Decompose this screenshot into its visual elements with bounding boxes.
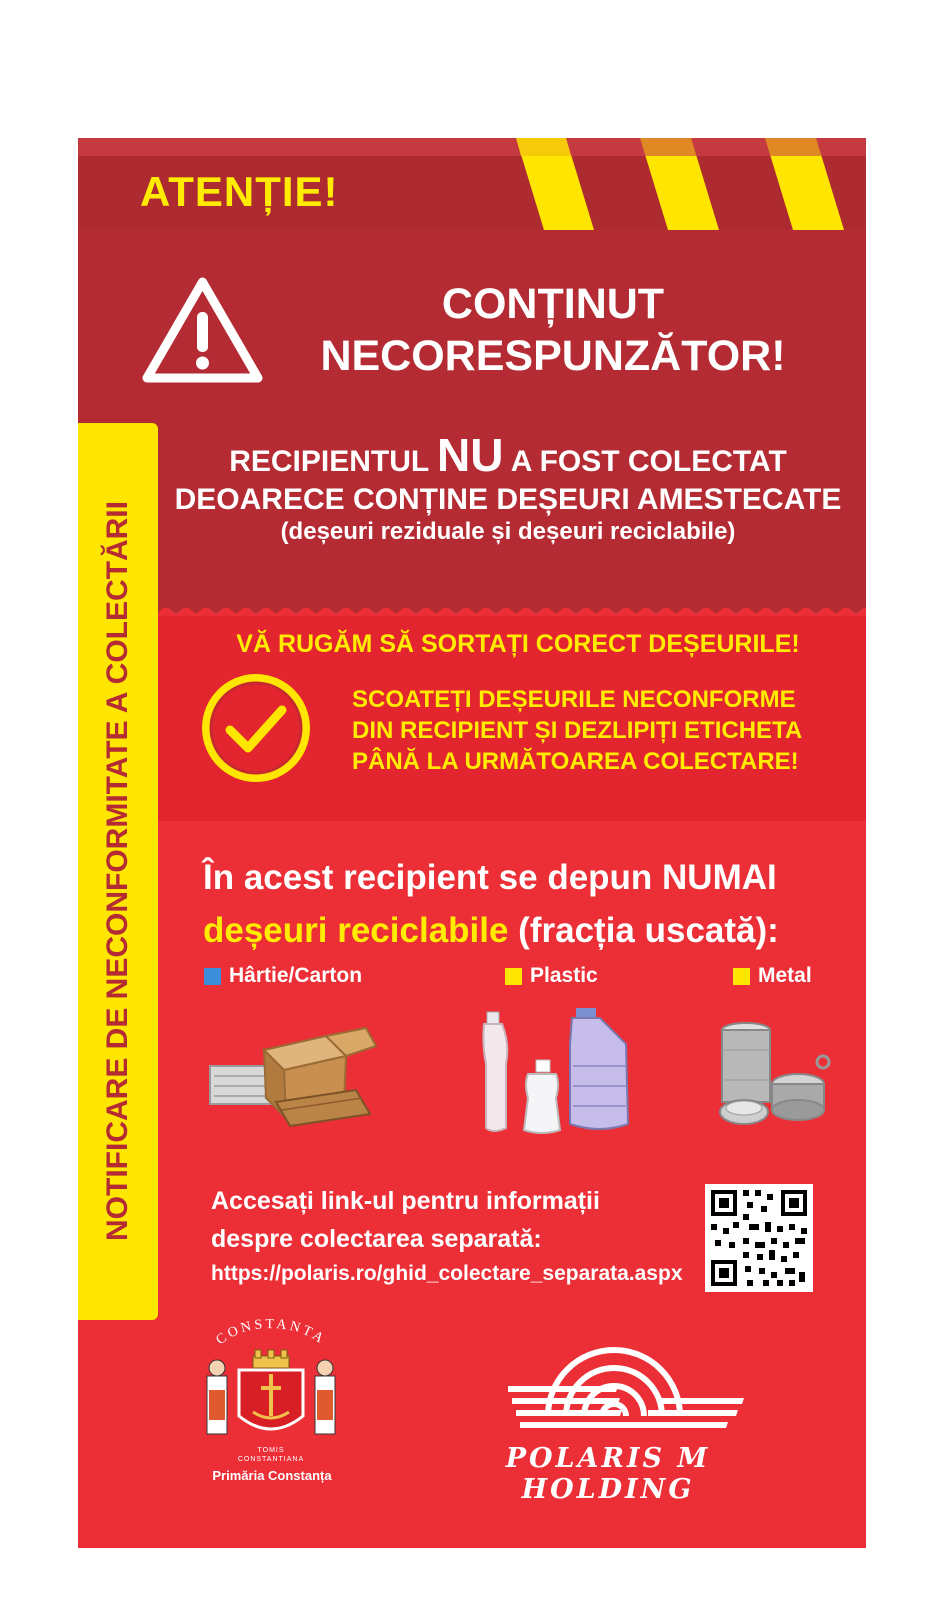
company-name: POLARIS M HOLDING (505, 1443, 711, 1505)
svg-text:CONSTANTA (213, 1317, 328, 1348)
page-title: ATENȚIE! (140, 168, 339, 215)
warning-icon (140, 274, 265, 386)
constanta-coat-of-arms-logo (193, 1316, 349, 1466)
side-tab-label: NOTIFICARE DE NECONFORMITATE A COLECTĂRII (101, 501, 134, 1241)
info-url-link[interactable]: https://polaris.ro/ghid_colectare_separata.aspx (211, 1262, 683, 1285)
side-tab (78, 423, 158, 1320)
legend-paper (204, 964, 362, 988)
alert-heading (283, 278, 823, 382)
info-text (211, 1182, 600, 1258)
allowed-heading-line-1: În acest recipient se depun NUMAI (203, 858, 777, 897)
plastic-swatch (505, 968, 522, 985)
reason-detail: (deșeuri reziduale și deșeuri reciclabile) (280, 518, 736, 545)
plastic-bottles-icon (476, 1004, 641, 1139)
alert-line-1: CONȚINUT (441, 280, 665, 328)
alert-line-2: NECORESPUNZĂTOR! (320, 332, 786, 380)
caution-stripes (486, 138, 866, 230)
legend-label: Hârtie/Carton (229, 964, 363, 987)
paper-swatch (204, 968, 221, 985)
info-line-1: Accesați link-ul pentru informații (211, 1187, 600, 1215)
checkmark-circle-icon (200, 672, 312, 784)
zigzag-divider (78, 600, 866, 616)
info-line-2: despre colectarea separată: (211, 1225, 542, 1253)
metal-swatch (733, 968, 750, 985)
notice-pre: RECIPIENTUL (229, 445, 438, 478)
qr-code[interactable] (705, 1184, 813, 1292)
notice-post: A FOST COLECTAT (503, 445, 787, 478)
instruction-line-3: PÂNĂ LA URMĂTOAREA COLECTARE! (352, 748, 799, 775)
instruction-line-2: DIN RECIPIENT ȘI DEZLIPIȚI ETICHETA (352, 717, 803, 744)
paper-cardboard-icon (206, 1006, 381, 1131)
allowed-heading-line-2 (203, 911, 779, 951)
crest-motto-2: CONSTANTIANA (237, 1456, 305, 1463)
city-hall-label: Primăria Constanța (212, 1468, 332, 1483)
legend-metal (733, 964, 812, 988)
not-collected-line (168, 428, 848, 482)
legend-plastic (505, 964, 598, 988)
legend-label: Metal (758, 964, 812, 987)
allowed-highlight: deșeuri reciclabile (203, 911, 509, 950)
notice-nu: NU (437, 429, 504, 481)
sort-instruction-text (352, 684, 802, 777)
polaris-logo (508, 1316, 748, 1441)
legend-label: Plastic (530, 964, 598, 987)
instruction-line-1: SCOATEȚI DEȘEURILE NECONFORME (352, 686, 796, 713)
sort-instruction-title: VĂ RUGĂM SĂ SORTAȚI CORECT DEȘEURILE! (236, 630, 800, 658)
allowed-rest: (fracția uscată): (508, 911, 779, 950)
crest-motto-1: TOMIS (257, 1447, 285, 1454)
metal-cans-icon (718, 1020, 836, 1132)
notice-card (78, 138, 866, 1548)
crest-city-name: CONSTANTA (213, 1317, 329, 1349)
reason-line: DEOARECE CONȚINE DEȘEURI AMESTECATE (174, 483, 842, 516)
